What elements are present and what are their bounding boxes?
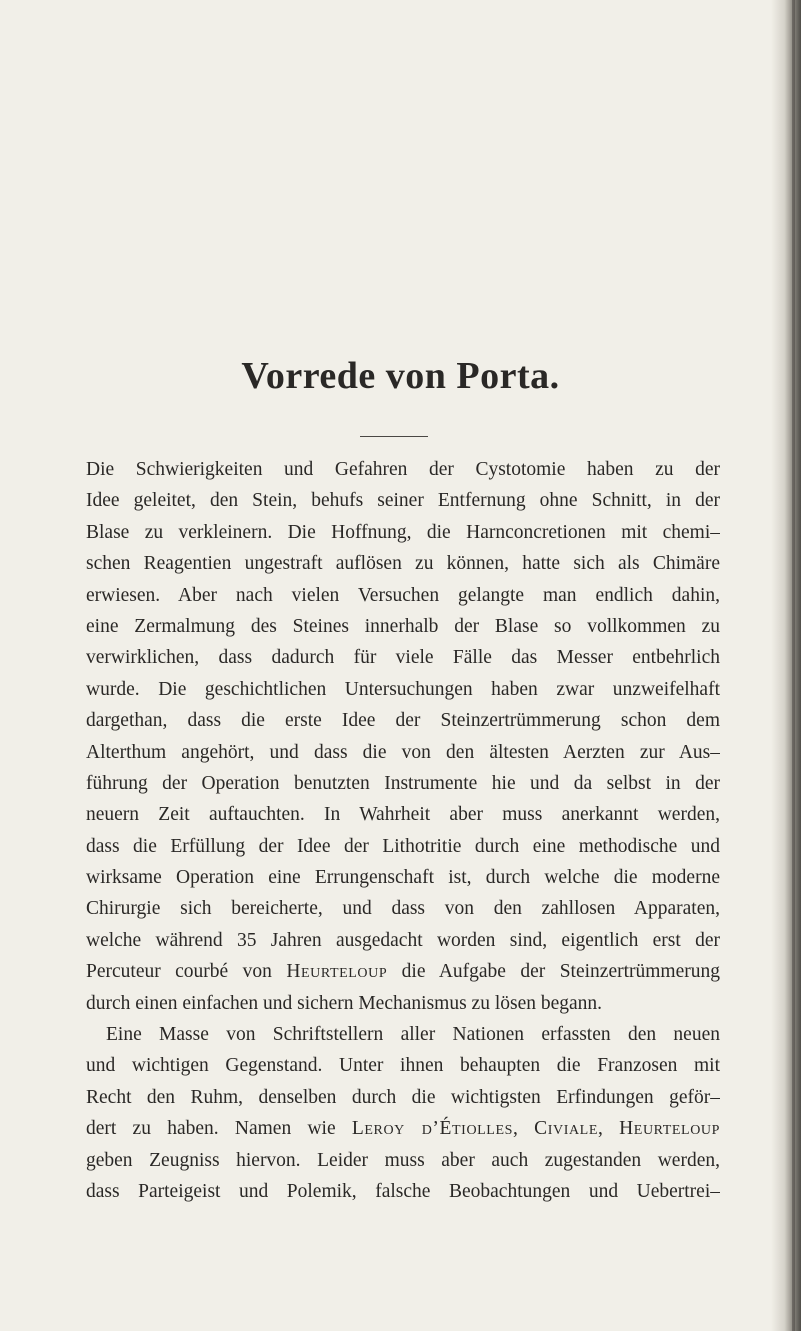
text-line: dass Parteigeist und Polemik, falsche Beobachtungen und Uebertrei– [86, 1180, 720, 1202]
author-name-leroy: Leroy d’Étiolles [351, 1118, 513, 1140]
page-edge-line [792, 0, 795, 1331]
title-divider [360, 436, 428, 437]
text-fragment: , [513, 1118, 535, 1140]
text-line: wirksame Operation eine Errungenschaft ist, durch welche die moderne [86, 867, 720, 889]
body-text [86, 454, 720, 1207]
author-name-heurteloup: Heurteloup [286, 961, 388, 983]
text-line: geben Zeugniss hiervon. Leider muss aber auch zugestanden werden, [86, 1149, 720, 1171]
text-line: Blase zu verkleinern. Die Hoffnung, die Harnconcretionen mit chemi– [86, 521, 720, 543]
text-line: und wichtigen Gegenstand. Unter ihnen behaupten die Franzosen mit [86, 1055, 720, 1077]
text-line: durch einen einfachen und sichern Mechanismus zu lösen begann. [86, 992, 603, 1014]
text-line [86, 956, 720, 987]
text-fragment: dert zu haben. Namen wie [86, 1118, 352, 1140]
text-line: eine Zermalmung des Steines innerhalb der Blase so vollkommen zu [86, 615, 720, 637]
text-line: verwirklichen, dass dadurch für viele Fälle das Messer entbehrlich [86, 647, 720, 669]
author-name-heurteloup: Heurteloup [619, 1118, 720, 1140]
text-fragment: die Aufgabe der Steinzertrümmerung [387, 961, 720, 983]
text-line: Chirurgie sich bereicherte, und dass von den zahllosen Apparaten, [86, 898, 720, 920]
text-line: welche während 35 Jahren ausgedacht worden sind, eigentlich erst der [86, 929, 720, 951]
text-line: wurde. Die geschichtlichen Untersuchungen haben zwar unzweifelhaft [86, 678, 720, 700]
text-line: führung der Operation benutzten Instrumente hie und da selbst in der [86, 772, 720, 794]
page-title: Vorrede von Porta. [241, 355, 560, 397]
text-line: dargethan, dass die erste Idee der Steinzertrümmerung schon dem [86, 710, 720, 732]
page-edge-shadow [771, 0, 801, 1331]
text-line [86, 1113, 720, 1144]
text-fragment: Percuteur courbé von [86, 961, 287, 983]
text-fragment: , [597, 1118, 620, 1140]
text-line: Die Schwierigkeiten und Gefahren der Cystotomie haben zu der [86, 459, 720, 480]
text-line: schen Reagentien ungestraft auflösen zu können, hatte sich als Chimäre [86, 553, 720, 575]
text-line: Alterthum angehört, und dass die von den ältesten Aerzten zur Aus– [86, 741, 720, 763]
text-line: Recht den Ruhm, denselben durch die wichtigsten Erfindungen geför– [86, 1086, 720, 1108]
author-name-civiale: Civiale [534, 1118, 598, 1140]
text-line: Idee geleitet, den Stein, behufs seiner Entfernung ohne Schnitt, in der [86, 490, 720, 512]
text-line: dass die Erfüllung der Idee der Lithotritie durch eine methodische und [86, 835, 720, 857]
text-line: neuern Zeit auftauchten. In Wahrheit aber muss anerkannt werden, [86, 804, 720, 826]
text-line: Eine Masse von Schriftstellern aller Nationen erfassten den neuen [106, 1024, 720, 1046]
text-line: erwiesen. Aber nach vielen Versuchen gelangte man endlich dahin, [86, 584, 720, 606]
